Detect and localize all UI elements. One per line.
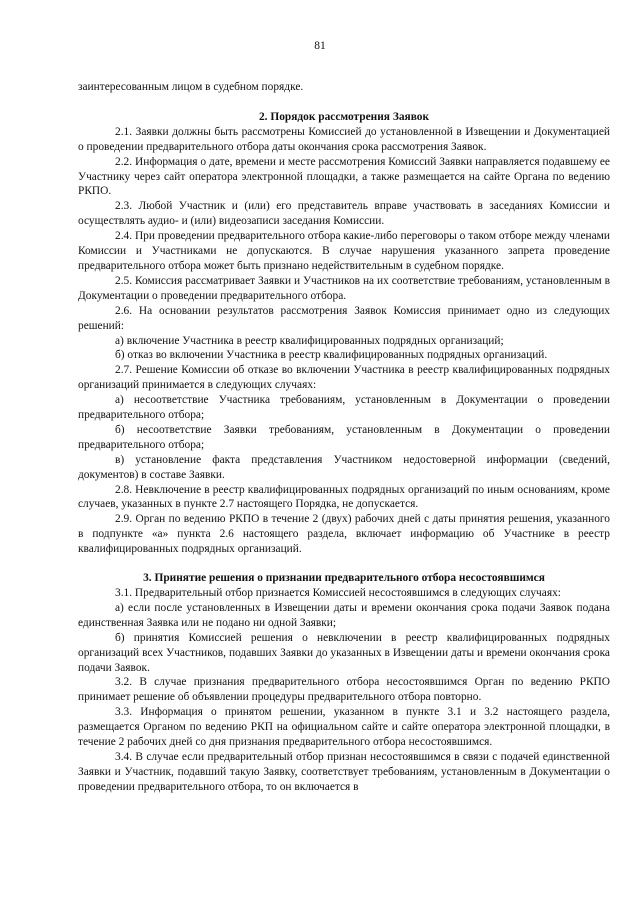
paragraph-2-9: 2.9. Орган по ведению РКПО в течение 2 (двух) рабочих дней с даты принятия решения, указанного в подпункте «а» пункта 2.6 настоящего раздела, включает информацию об Участнике в реестр квалифицированных подрядных организаций. — [78, 513, 610, 556]
list-item-2-7-v: в) установление факта представления Участником недостоверной информации (сведений, документов) в составе Заявки. — [78, 453, 610, 481]
paragraph-2-4: 2.4. При проведении предварительного отбора какие-либо переговоры о таком отборе между членами Комиссии и Участниками не допускаются. В случае нарушения указанного запрета проведение предварительного отбора может быть признано недействительным в судебном порядке. — [78, 230, 610, 272]
list-item-3-1-b: б) принятия Комиссией решения о невключении в реестр квалифицированных подрядных организаций всех Участников, подавших Заявки до указанных в Извещении даты и времени окончания срока подачи Заявок. — [78, 631, 610, 674]
page-number: 81 — [314, 40, 326, 52]
section-3-heading: 3. Принятие решения о признании предварительного отбора несостоявшимся — [143, 572, 545, 585]
paragraph-2-5: 2.5. Комиссия рассматривает Заявки и Участников на их соответствие требованиям, установленным в Документации о проведении предварительного отбора. — [78, 274, 610, 302]
paragraph-2-3: 2.3. Любой Участник и (или) его представитель вправе участвовать в заседаниях Комиссии и осуществлять аудио- и (или) видеозаписи заседания Комиссии. — [78, 200, 610, 228]
paragraph-2-6: 2.6. На основании результатов рассмотрения Заявок Комиссия принимает одно из следующих решений: — [78, 304, 610, 332]
list-item-3-1-a: а) если после установленных в Извещении даты и времени окончания срока подачи Заявок подана единственная Заявка или не подано ни одной Заявки; — [78, 601, 610, 629]
paragraph-2-2: 2.2. Информация о дате, времени и месте рассмотрения Комиссий Заявки направляется подавшему ее Участнику через сайт оператора электронной площадки, а также размещается на сайте Органа по ведению РКПО. — [78, 155, 610, 198]
list-item-2-6-a: а) включение Участника в реестр квалифицированных подрядных организаций; — [115, 334, 504, 347]
paragraph-2-8: 2.8. Невключение в реестр квалифицированных подрядных организаций по иным основаниям, кроме случаев, указанных в пункте 2.7 настоящего Порядка, не допускается. — [78, 483, 610, 511]
paragraph-3-1: 3.1. Предварительный отбор признается Комиссией несостоявшимся в следующих случаях: — [115, 587, 561, 599]
paragraph-3-2: 3.2. В случае признания предварительного отбора несостоявшимся Орган по ведению РКПО принимает решение об объявлении процедуры предварительного отбора повторно. — [78, 676, 610, 704]
document-body — [78, 80, 610, 795]
intro-text: заинтересованным лицом в судебном порядке. — [78, 81, 304, 93]
section-2-heading: 2. Порядок рассмотрения Заявок — [258, 110, 430, 123]
list-item-2-7-b: б) несоответствие Заявки требованиям, установленным в Документации о проведении предварительного отбора; — [78, 423, 610, 451]
list-item-2-7-a: а) несоответствие Участника требованиям, установленным в Документации о проведении предварительного отбора; — [78, 394, 610, 422]
paragraph-3-3: 3.3. Информация о принятом решении, указанном в пункте 3.1 и 3.2 настоящего раздела, размещается Органом по ведению РКП на официальном сайте и сайте оператора электронной площадки, в течение 2 рабочих дней со дня признания предварительного отбора несостоявшимся. — [78, 706, 610, 749]
paragraph-2-1: 2.1. Заявки должны быть рассмотрены Комиссией до установленной в Извещении и Документацией о проведении предварительного отбора даты окончания срока рассмотрения Заявок. — [78, 125, 610, 153]
paragraph-2-7: 2.7. Решение Комиссии об отказе во включении Участника в реестр квалифицированных подрядных организаций принимается в следующих случаях: — [78, 364, 610, 392]
list-item-2-6-b: б) отказ во включении Участника в реестр квалифицированных подрядных организаций. — [115, 349, 548, 362]
paragraph-3-4: 3.4. В случае если предварительный отбор признан несостоявшимся в связи с подачей единственной Заявки и Участник, подавший такую Заявку, соответствует требованиям, установленным в Документации о проведении предварительного отбора, то он включается в — [78, 750, 610, 793]
